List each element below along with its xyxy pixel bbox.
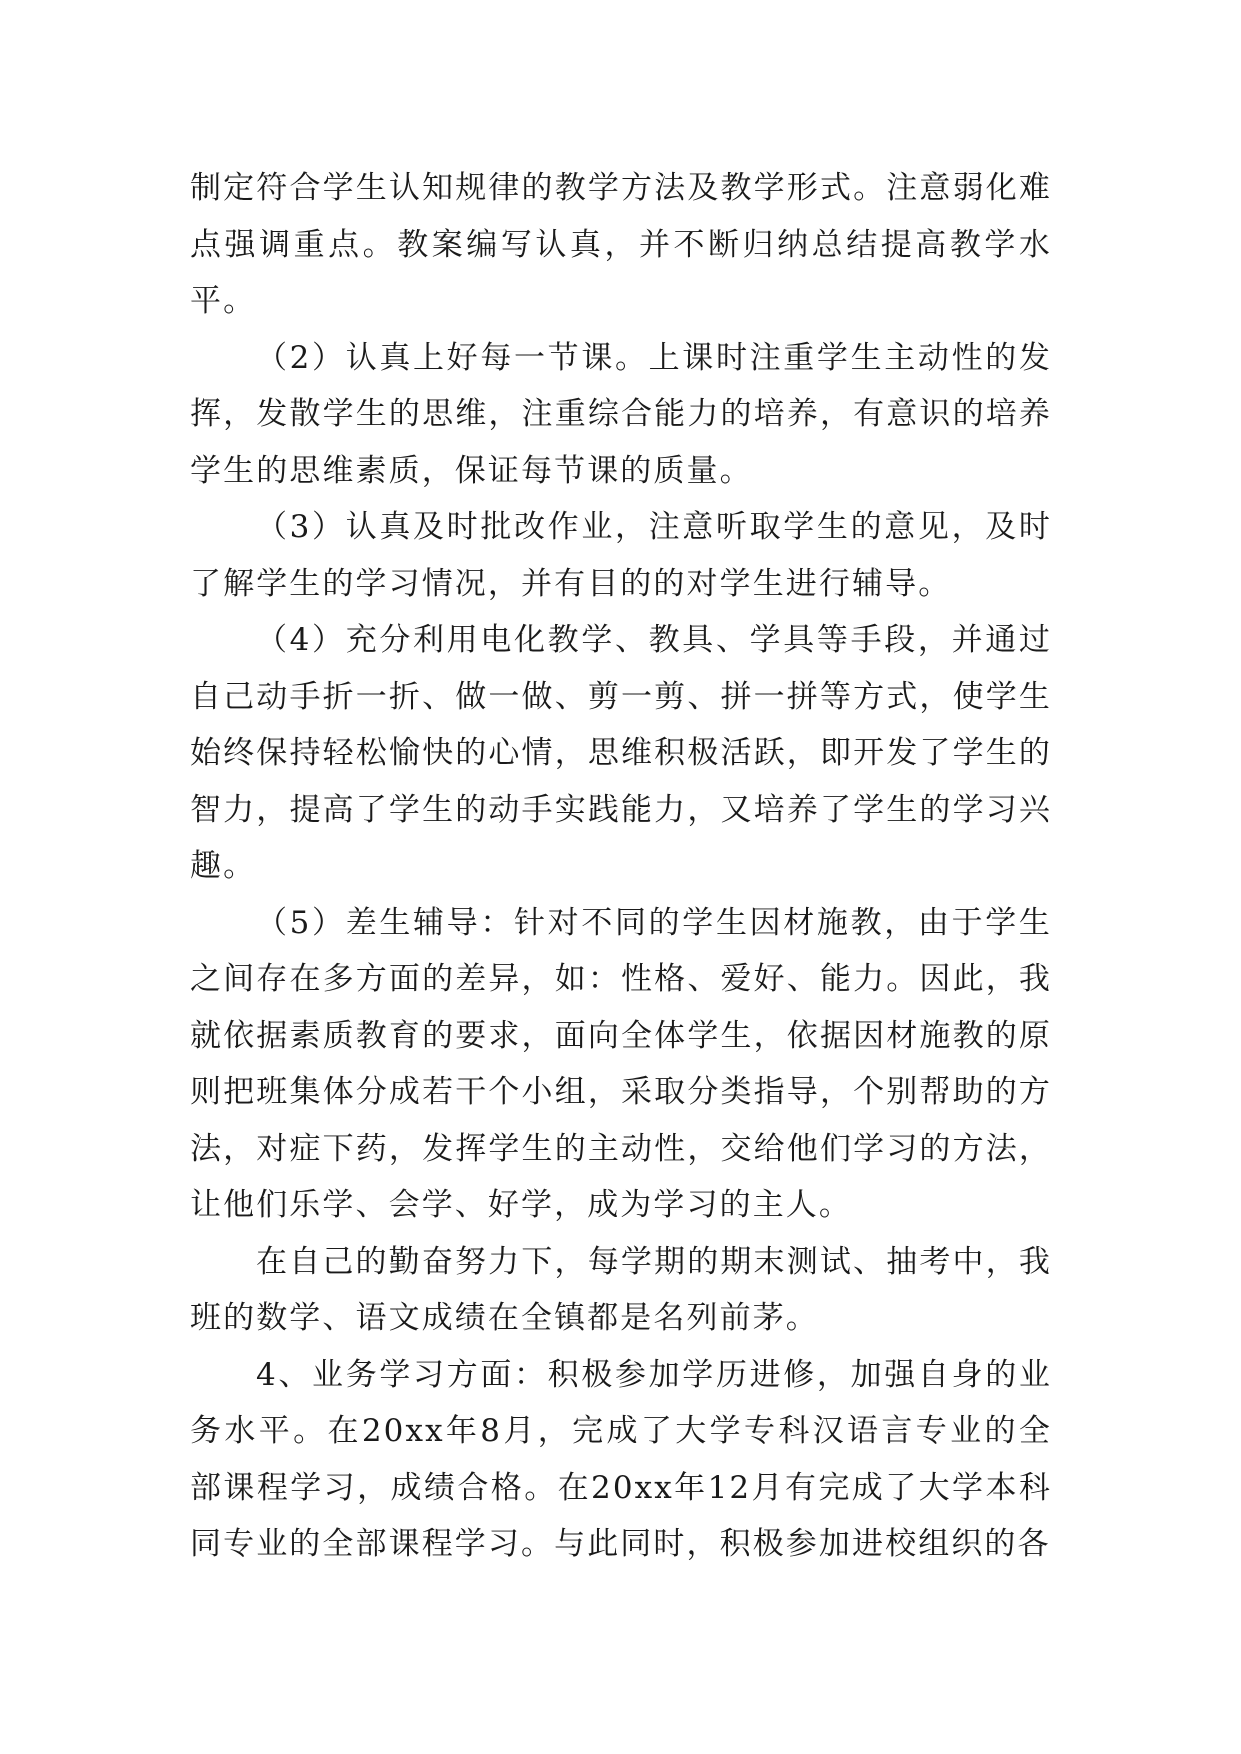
paragraph-3: （3）认真及时批改作业，注意听取学生的意见，及时了解学生的学习情况，并有目的的对学生进行辅导。 xyxy=(190,509,1052,602)
paragraph-2: （2）认真上好每一节课。上课时注重学生主动性的发挥，发散学生的思维，注重综合能力的培养，有意识的培养学生的思维素质，保证每节课的质量。 xyxy=(190,339,1052,489)
document-body xyxy=(190,160,1052,1573)
paragraph-5: （5）差生辅导：针对不同的学生因材施教，由于学生之间存在多方面的差异，如：性格、爱好、能力。因此，我就依据素质教育的要求，面向全体学生，依据因材施教的原则把班集体分成若干个小组，采取分类指导，个别帮助的方法，对症下药，发挥学生的主动性，交给他们学习的方法，让他们乐学、会学、好学，成为学习的主人。 xyxy=(190,904,1052,1223)
paragraph-7: 4、业务学习方面：积极参加学历进修，加强自身的业务水平。在20xx年8月，完成了大学专科汉语言专业的全部课程学习，成绩合格。在20xx年12月有完成了大学本科同专业的全部课程学习。与此同时，积极参加进校组织的各 xyxy=(190,1356,1052,1562)
paragraph-1: 制定符合学生认知规律的教学方法及教学形式。注意弱化难点强调重点。教案编写认真，并不断归纳总结提高教学水平。 xyxy=(190,170,1052,319)
paragraph-6: 在自己的勤奋努力下，每学期的期末测试、抽考中，我班的数学、语文成绩在全镇都是名列前茅。 xyxy=(190,1243,1052,1336)
paragraph-4: （4）充分利用电化教学、教具、学具等手段，并通过自己动手折一折、做一做、剪一剪、拼一拼等方式，使学生始终保持轻松愉快的心情，思维积极活跃，即开发了学生的智力，提高了学生的动手实践能力，又培养了学生的学习兴趣。 xyxy=(190,622,1052,884)
